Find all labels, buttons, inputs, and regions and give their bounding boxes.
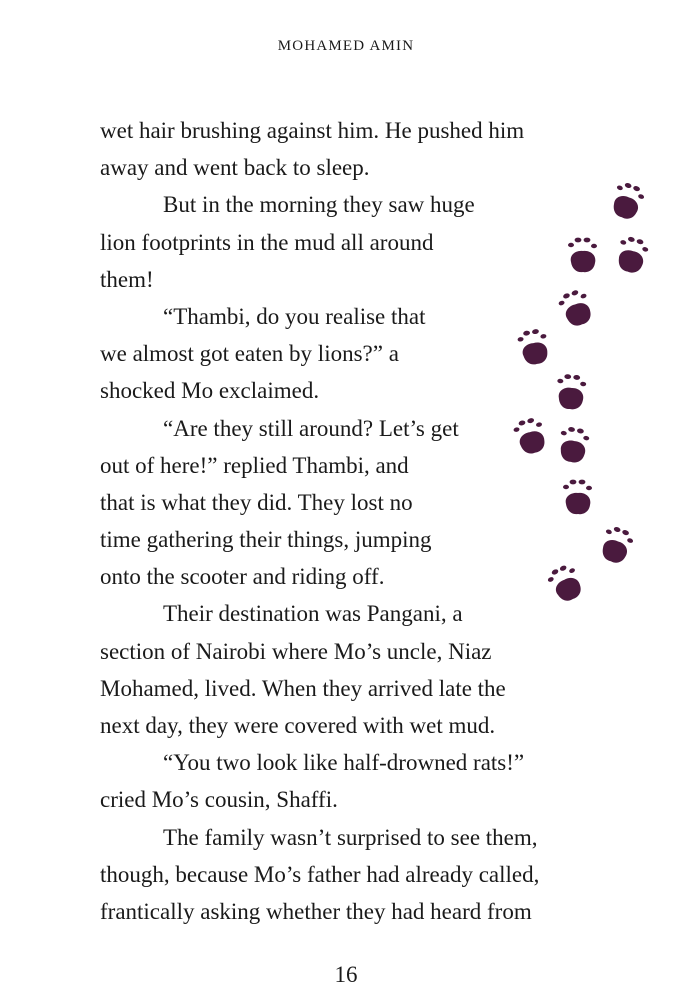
text-line: out of here!” replied Thambi, and <box>100 452 409 478</box>
page-number: 16 <box>334 962 358 987</box>
text-line: them! <box>100 266 154 292</box>
text-line: next day, they were covered with wet mud. <box>100 713 496 738</box>
body-text <box>100 112 620 930</box>
text-line: lion footprints in the mud all around <box>100 229 434 255</box>
text-line: “Are they still around? Let’s get <box>163 415 459 441</box>
text-line: though, because Mo’s father had already called, <box>100 861 540 887</box>
text-line: frantically asking whether they had heard from <box>100 898 532 924</box>
text-line: “Thambi, do you realise that <box>163 303 426 329</box>
text-line: we almost got eaten by lions?” a <box>100 341 399 367</box>
text-line: The family wasn’t surprised to see them, <box>163 824 538 850</box>
text-line: “You two look like half-drowned rats!” <box>163 750 525 776</box>
text-line: shocked Mo exclaimed. <box>100 378 320 404</box>
text-line: time gathering their things, jumping <box>100 527 432 553</box>
text-line: Their destination was Pangani, a <box>163 601 463 627</box>
text-line: Mohamed, lived. When they arrived late the <box>100 675 506 701</box>
text-line: wet hair brushing against him. He pushed him <box>100 118 525 143</box>
text-line: But in the morning they saw huge <box>163 192 475 218</box>
text-line: onto the scooter and riding off. <box>100 564 385 590</box>
text-line: that is what they did. They lost no <box>100 489 413 515</box>
text-line: section of Nairobi where Mo’s uncle, Niaz <box>100 638 492 664</box>
text-line: cried Mo’s cousin, Shaffi. <box>100 787 338 813</box>
text-line: away and went back to sleep. <box>100 155 370 181</box>
running-head: MOHAMED AMIN <box>277 38 415 54</box>
